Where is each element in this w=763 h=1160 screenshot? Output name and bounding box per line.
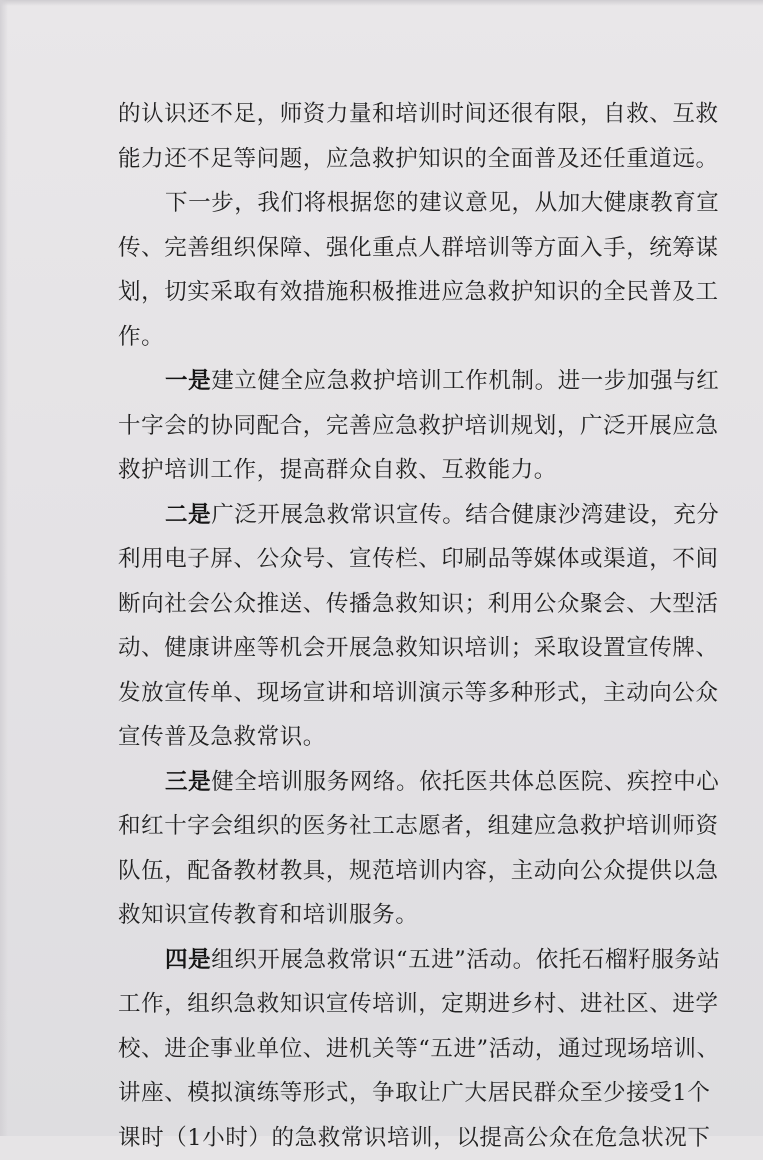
line-text: 校、进企事业单位、进机关等“五进”活动，通过现场培训、 — [118, 1036, 720, 1062]
text-line — [118, 537, 718, 582]
line-text: 讲座、模拟演练等形式，争取让广大居民群众至少接受1个 — [118, 1080, 710, 1106]
line-text: 传、完善组织保障、强化重点人群培训等方面入手，统筹谋 — [118, 235, 719, 261]
point-label: 一是 — [165, 368, 211, 394]
text-line — [118, 226, 718, 271]
line-text: 队伍，配备教材教具，规范培训内容，主动向公众提供以急 — [118, 858, 719, 884]
text-line — [118, 1071, 718, 1116]
text-line — [118, 938, 718, 983]
text-line — [118, 849, 718, 894]
point-label: 二是 — [165, 502, 211, 528]
text-line — [118, 626, 718, 671]
line-text: 建立健全应急救护培训工作机制。进一步加强与红 — [211, 368, 719, 394]
line-text: 的认识还不足，师资力量和培训时间还很有限，自救、互救 — [118, 101, 719, 127]
text-line — [118, 270, 718, 315]
text-line — [118, 315, 718, 360]
line-text: 十字会的协同配合，完善应急救护培训规划，广泛开展应急 — [118, 413, 719, 439]
text-line — [118, 448, 718, 493]
line-text: 组织开展急救常识“五进”活动。依托石榴籽服务站 — [211, 947, 720, 973]
line-text: 宣传普及急救常识。 — [118, 724, 326, 750]
line-text: 下一步，我们将根据您的建议意见，从加大健康教育宣 — [165, 190, 719, 216]
text-line — [118, 671, 718, 716]
line-text: 断向社会公众推送、传播急救知识；利用公众聚会、大型活 — [118, 591, 719, 617]
page-left-edge — [0, 0, 8, 1136]
line-text: 健全培训服务网络。依托医共体总医院、疾控中心 — [211, 769, 719, 795]
text-line — [118, 1027, 718, 1072]
point-label: 三是 — [165, 769, 211, 795]
text-line — [118, 715, 718, 760]
text-line — [118, 804, 718, 849]
text-line — [118, 1116, 718, 1160]
line-text: 作。 — [118, 324, 164, 350]
page-top-edge — [0, 0, 763, 6]
text-line — [118, 760, 718, 805]
text-line — [118, 493, 718, 538]
line-text: 救知识宣传教育和培训服务。 — [118, 902, 418, 928]
text-line — [118, 982, 718, 1027]
line-text: 划，切实采取有效措施积极推进应急救护知识的全民普及工 — [118, 279, 719, 305]
text-line — [118, 582, 718, 627]
line-text: 课时（1小时）的急救常识培训，以提高公众在危急状况下 — [118, 1125, 710, 1151]
text-line — [118, 893, 718, 938]
line-text: 发放宣传单、现场宣讲和培训演示等多种形式，主动向公众 — [118, 680, 719, 706]
line-text: 能力还不足等问题，应急救护知识的全面普及还任重道远。 — [118, 146, 719, 172]
line-text: 工作，组织急救知识宣传培训，定期进乡村、进社区、进学 — [118, 991, 719, 1017]
text-line — [118, 137, 718, 182]
line-text: 动、健康讲座等机会开展急救知识培训；采取设置宣传牌、 — [118, 635, 719, 661]
point-label: 四是 — [165, 947, 211, 973]
text-line — [118, 359, 718, 404]
line-text: 广泛开展急救常识宣传。结合健康沙湾建设，充分 — [211, 502, 719, 528]
line-text: 利用电子屏、公众号、宣传栏、印刷品等媒体或渠道，不间 — [118, 546, 719, 572]
text-line — [118, 92, 718, 137]
text-line — [118, 181, 718, 226]
line-text: 和红十字会组织的医务社工志愿者，组建应急救护培训师资 — [118, 813, 719, 839]
text-line — [118, 404, 718, 449]
line-text: 救护培训工作，提高群众自救、互救能力。 — [118, 457, 557, 483]
body-text — [118, 92, 718, 1160]
